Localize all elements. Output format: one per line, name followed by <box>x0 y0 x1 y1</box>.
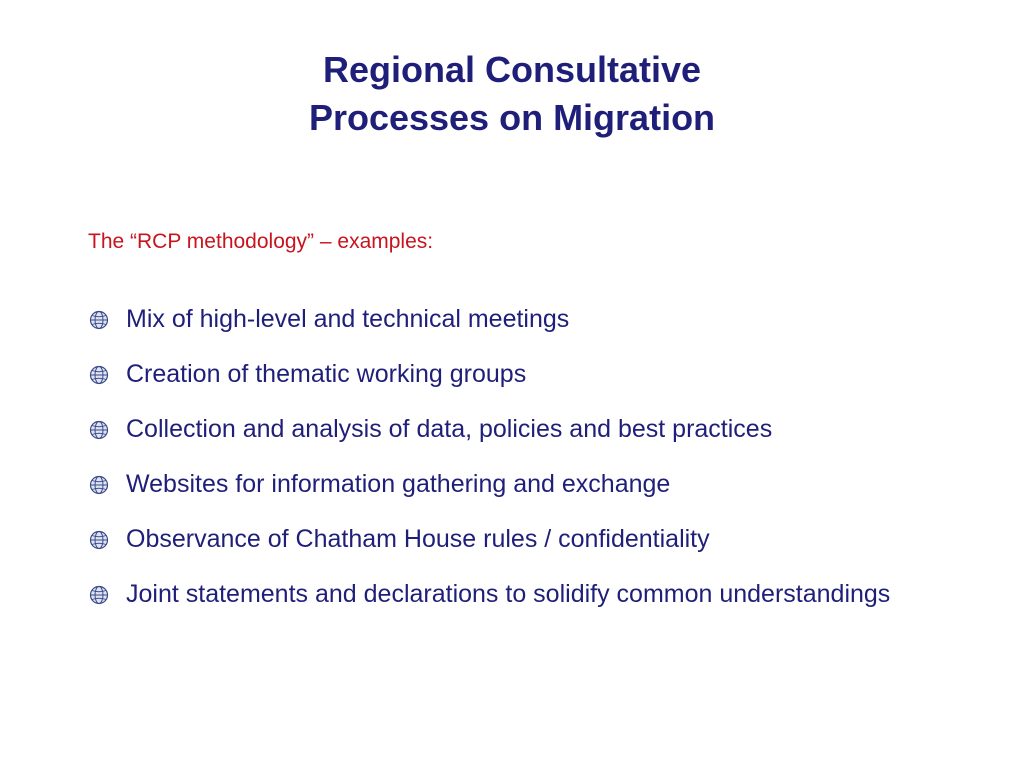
globe-bullet-icon <box>89 310 109 330</box>
slide-title <box>0 46 1024 142</box>
slide-title-line-1: Regional Consultative <box>322 49 702 90</box>
bullet-text: Collection and analysis of data, policies and best practices <box>126 415 773 443</box>
globe-bullet-icon <box>89 530 109 550</box>
bullet-text: Creation of thematic working groups <box>126 360 527 388</box>
bullet-item <box>88 469 948 499</box>
globe-bullet-icon <box>89 475 109 495</box>
bullet-item <box>88 579 948 609</box>
bullet-item <box>88 414 948 444</box>
bullet-text: Observance of Chatham House rules / confidentiality <box>126 525 710 553</box>
bullet-item <box>88 359 948 389</box>
globe-bullet-icon <box>89 585 109 605</box>
slide-title-line-2: Processes on Migration <box>308 97 716 138</box>
slide-subtitle: The “RCP methodology” – examples: <box>88 230 434 253</box>
bullet-text: Joint statements and declarations to solidify common understandings <box>126 580 891 608</box>
globe-bullet-icon <box>89 420 109 440</box>
bullet-item <box>88 524 948 554</box>
bullet-item <box>88 304 948 334</box>
bullet-text: Websites for information gathering and exchange <box>126 470 671 498</box>
bullet-text: Mix of high-level and technical meetings <box>126 305 570 333</box>
bullet-list <box>88 304 948 634</box>
globe-bullet-icon <box>89 365 109 385</box>
